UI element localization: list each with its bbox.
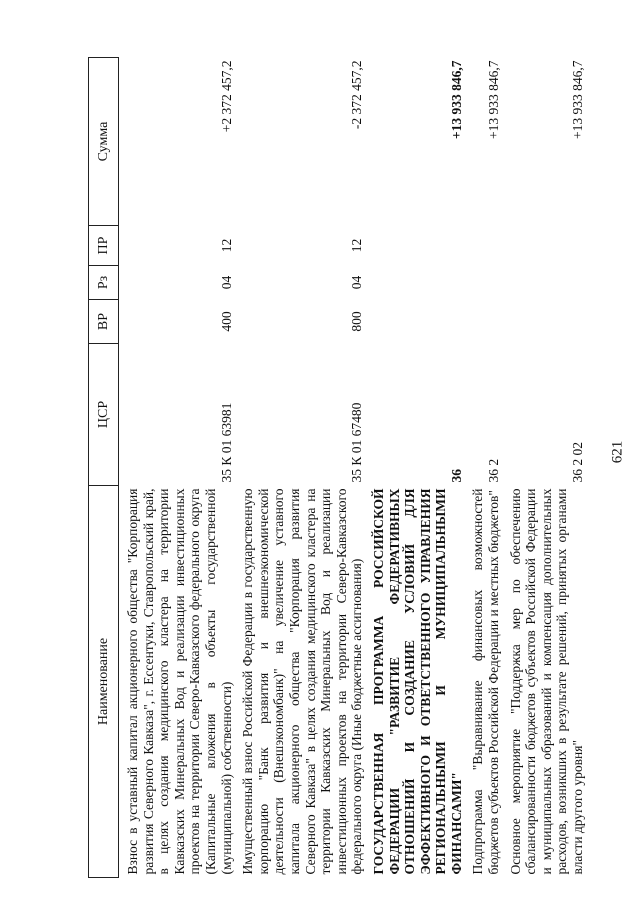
header-rz: Рз xyxy=(89,266,119,300)
row-rz: 04 xyxy=(218,275,234,290)
row-pr: 12 xyxy=(218,238,234,253)
row-pr xyxy=(371,226,465,266)
table-row xyxy=(240,58,365,878)
header-pr: ПР xyxy=(89,226,119,266)
header-sum: Сумма xyxy=(89,58,119,226)
row-csr: 35 К 01 67480 xyxy=(349,402,365,483)
row-sum: +2 372 457,2 xyxy=(218,60,234,133)
row-pr xyxy=(508,226,586,266)
row-vr: 400 xyxy=(218,311,234,332)
header-csr: ЦСР xyxy=(89,344,119,486)
row-name: Основное мероприятие "Поддержка мер по обеспечению сбалансированности бюджетов субъектов Российской Федерации и муниципальных образований и компенсация дополнительных расходов, возникших в результате решений, принятых органами власти другого уровня" xyxy=(507,488,586,875)
row-name: Взнос в уставный капитал акционерного общества "Корпорация развития Северного Кавказа", г. Ессентуки, Ставропольский край, в целях создания медицинского кластера на территории Кавказских Минеральных Вод и реализации инвестиционных проектов на территории Северо-Кавказского федерального округа (Капитальные вложения в объекты государственной (муниципальной) собственности) xyxy=(125,488,234,875)
row-rz: 04 xyxy=(349,275,365,290)
header-vr: ВР xyxy=(89,300,119,344)
row-sum: +13 933 846,7 xyxy=(486,60,502,139)
row-csr: 36 2 xyxy=(486,458,502,483)
row-pr: 12 xyxy=(349,238,365,253)
table-row xyxy=(508,58,586,878)
row-pr xyxy=(470,226,501,266)
table-row xyxy=(371,58,465,878)
budget-table xyxy=(88,57,586,878)
row-name: Имущественный взнос Российской Федерации в государственную корпорацию "Банк развития и внешнеэкономической деятельности (Внешэкономбанк)" на увеличение уставного капитала акционерного общества "Корпорация развития Северного Кавказа" в целях создания медицинского кластера на территории Кавказских Минеральных Вод и реализации инвестиционных проектов на территории Северо-Кавказского федерального округа (Иные бюджетные ассигнования) xyxy=(240,488,365,875)
row-vr xyxy=(371,300,465,344)
row-sum: -2 372 457,2 xyxy=(349,60,365,130)
row-sum: +13 933 846,7 xyxy=(448,60,464,140)
row-csr: 35 К 01 63981 xyxy=(218,402,234,483)
row-vr: 800 xyxy=(349,311,365,332)
row-rz xyxy=(371,266,465,300)
row-csr: 36 xyxy=(448,469,464,483)
rotated-page-content xyxy=(88,58,606,878)
table-row xyxy=(470,58,501,878)
table-header-row xyxy=(89,58,119,878)
row-sum: +13 933 846,7 xyxy=(570,60,586,139)
row-name: ГОСУДАРСТВЕННАЯ ПРОГРАММА РОССИЙСКОЙ ФЕДЕРАЦИИ "РАЗВИТИЕ ФЕДЕРАТИВНЫХ ОТНОШЕНИЙ И СОЗДАНИЕ УСЛОВИЙ ДЛЯ ЭФФЕКТИВНОГО И ОТВЕТСТВЕННОГО УПРАВЛЕНИЯ РЕГИОНАЛЬНЫМИ И МУНИЦИПАЛЬНЫМИ ФИНАНСАМИ" xyxy=(370,488,464,875)
row-csr: 36 2 02 xyxy=(570,442,586,483)
row-name: Подпрограмма "Выравнивание финансовых возможностей бюджетов субъектов Российской Федерации и местных бюджетов" xyxy=(470,488,502,875)
row-vr xyxy=(508,300,586,344)
row-vr xyxy=(470,300,501,344)
row-rz xyxy=(470,266,501,300)
row-rz xyxy=(508,266,586,300)
page-number: 621 xyxy=(609,440,626,464)
table-row xyxy=(125,58,234,878)
header-name: Наименование xyxy=(89,486,119,878)
